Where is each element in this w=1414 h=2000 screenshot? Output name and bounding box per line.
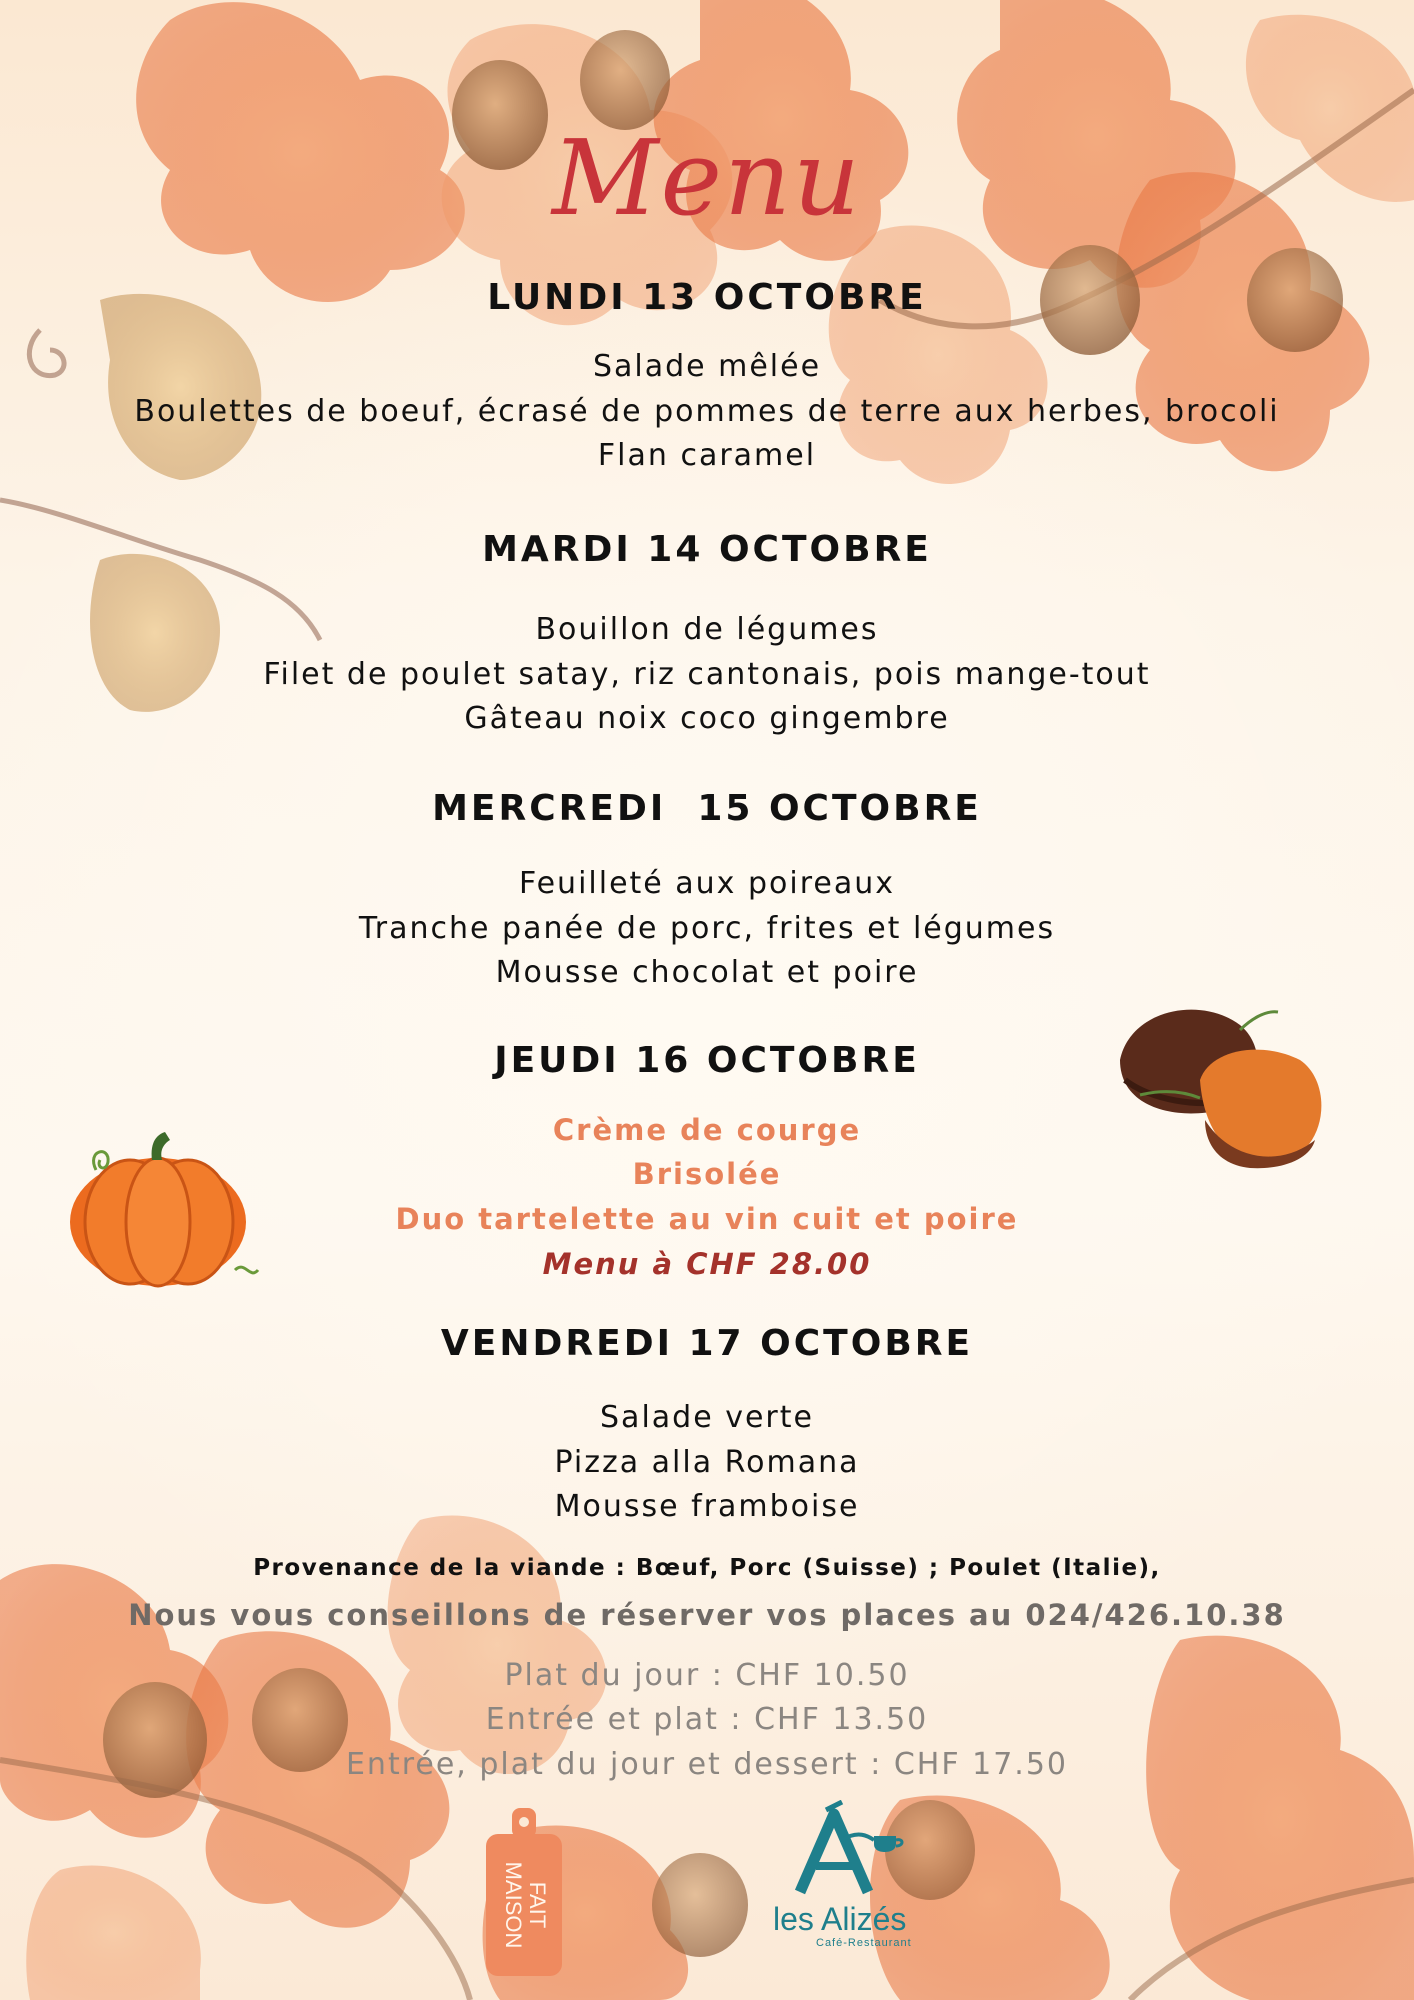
special-dish-item: Duo tartelette au vin cuit et poire (395, 1202, 1019, 1236)
svg-text:les Alizés: les Alizés (773, 1901, 907, 1937)
svg-text:Café-Restaurant: Café-Restaurant (816, 1937, 912, 1949)
svg-text:FAIT: FAIT (525, 1881, 550, 1929)
tariff-line: Entrée et plat : CHF 13.50 (485, 1702, 929, 1737)
day-heading-mercredi: MERCREDI 15 OCTOBRE (432, 788, 982, 829)
dish-item: Gâteau noix coco gingembre (464, 701, 950, 736)
tariff-line: Plat du jour : CHF 10.50 (504, 1658, 910, 1693)
meat-origin-note: Provenance de la viande : Bœuf, Porc (Suisse) ; Poulet (Italie), (253, 1555, 1161, 1581)
menu-title: Menu (552, 117, 862, 239)
dish-item: Tranche panée de porc, frites et légumes (358, 911, 1056, 946)
dish-item: Salade mêlée (592, 349, 822, 384)
dish-item: Pizza alla Romana (554, 1445, 860, 1480)
dish-item: Filet de poulet satay, riz cantonais, pois mange-tout (263, 657, 1151, 692)
special-menu-price: Menu à CHF 28.00 (542, 1247, 872, 1281)
tariff-line: Entrée, plat du jour et dessert : CHF 17.50 (345, 1747, 1069, 1782)
special-dish-item: Brisolée (632, 1157, 782, 1191)
dish-item: Mousse chocolat et poire (495, 955, 919, 990)
dish-item: Mousse framboise (554, 1489, 860, 1524)
day-heading-mardi: MARDI 14 OCTOBRE (482, 529, 932, 570)
day-heading-lundi: LUNDI 13 OCTOBRE (487, 277, 927, 318)
dish-item: Boulettes de boeuf, écrasé de pommes de terre aux herbes, brocoli (134, 394, 1280, 429)
day-heading-jeudi: JEUDI 16 OCTOBRE (494, 1040, 920, 1081)
dish-item: Salade verte (600, 1400, 814, 1435)
dish-item: Bouillon de légumes (535, 612, 879, 647)
special-dish-item: Crème de courge (552, 1113, 862, 1147)
les-alizes-logo (768, 1800, 938, 1950)
fait-maison-logo (484, 1808, 564, 1978)
svg-text:MAISON: MAISON (501, 1861, 526, 1949)
dish-item: Flan caramel (597, 438, 817, 473)
day-heading-vendredi: VENDREDI 17 OCTOBRE (440, 1323, 974, 1364)
dish-item: Feuilleté aux poireaux (518, 866, 895, 901)
reservation-note: Nous vous conseillons de réserver vos places au 024/426.10.38 (128, 1598, 1286, 1632)
